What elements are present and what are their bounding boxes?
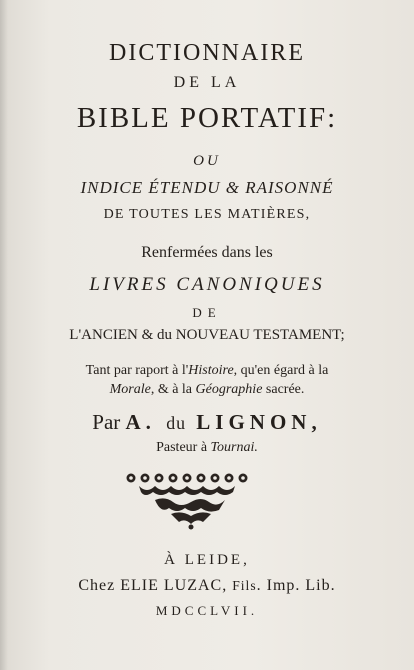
description-text: , & à la xyxy=(150,382,196,397)
publisher-title: . Imp. Lib. xyxy=(256,577,336,594)
title-line-dictionnaire: DICTIONNAIRE xyxy=(109,40,305,66)
description-histoire: Histoire xyxy=(188,363,234,378)
author-role-text: Pasteur à xyxy=(156,440,211,455)
printers-ornament xyxy=(121,470,261,530)
description-geographie: Géographie xyxy=(195,382,263,397)
author-prefix: Par xyxy=(92,410,126,434)
author-initial: A. xyxy=(125,410,167,434)
title-line-bible-portatif: BIBLE PORTATIF: xyxy=(76,102,338,134)
subtitle-renfermees: Renfermées dans les xyxy=(141,244,273,261)
description-text: sacrée. xyxy=(262,382,305,397)
subtitle-de: DE xyxy=(192,305,222,320)
author-du: du xyxy=(166,413,187,433)
author-name: LIGNON, xyxy=(186,410,322,434)
subtitle-ou: OU xyxy=(193,153,221,169)
author-line xyxy=(0,410,414,435)
author-role xyxy=(0,440,414,456)
subtitle-testament: L'ANCIEN & du NOUVEAU TESTAMENT; xyxy=(69,327,345,343)
imprint-place: À LEIDE, xyxy=(164,552,250,568)
subtitle-livres-canoniques: LIVRES CANONIQUES xyxy=(89,274,325,295)
publisher-name: Chez ELIE LUZAC, xyxy=(78,577,233,594)
subtitle-indice: INDICE ÉTENDU & RAISONNÉ xyxy=(80,178,334,197)
publisher-fils: Fils xyxy=(232,578,257,593)
description-line-1 xyxy=(0,363,414,379)
imprint-year: MDCCLVII. xyxy=(155,603,259,618)
author-role-place: Tournai. xyxy=(210,440,258,455)
imprint-publisher xyxy=(0,577,414,595)
description-line-2 xyxy=(0,382,414,398)
description-morale: Morale xyxy=(109,382,151,397)
description-text: Tant par raport à l' xyxy=(85,363,189,378)
description-text: , qu'en égard à la xyxy=(233,363,329,378)
title-line-de-la: DE LA xyxy=(173,74,241,91)
subtitle-matieres: DE TOUTES LES MATIÈRES, xyxy=(103,207,311,222)
